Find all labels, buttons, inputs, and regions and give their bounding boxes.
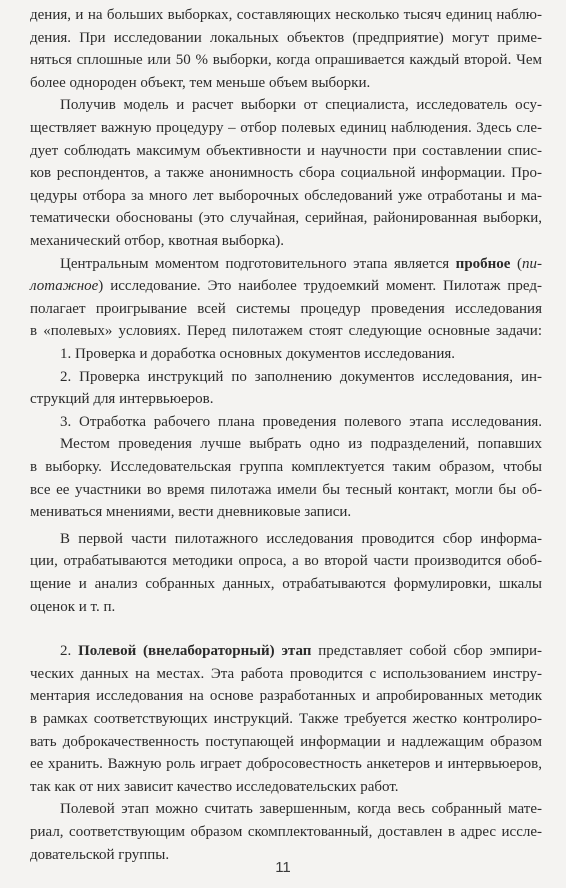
text-line: вать доброкачественность поступающей информации и надлежащим образом xyxy=(30,733,542,750)
text-line xyxy=(30,253,542,276)
text-line: в выборку. Исследовательская группа комплектуется таким образом, чтобы xyxy=(30,459,542,475)
text-line: ческих данных на местах. Эта работа проводится с использованием инстру- xyxy=(30,665,542,682)
text-line: цедуры отбора за много лет выборочных обследований уже отработаны и ма- xyxy=(30,187,542,204)
list-item: 2. Проверка инструкций по заполнению документов исследования, ин- xyxy=(60,368,542,385)
section-number: 2. xyxy=(60,643,79,660)
text-line: дения. При исследовании локальных объектов (предприятие) могут приме- xyxy=(30,29,542,46)
text-line: дения, и на больших выборках, составляющих несколько тысяч единиц наблю- xyxy=(30,7,542,23)
text-line: тематически обоснованы (это случайная, серийная, районированная выборки, xyxy=(30,210,542,227)
text-line: ков респондентов, а также анонимность сбора социальной информации. Про- xyxy=(30,165,542,182)
text-line: так как от них зависит качество исследовательских работ. xyxy=(30,778,399,795)
bold-term: пробное xyxy=(455,255,511,272)
section-heading-line xyxy=(30,640,542,663)
text-line: механический отбор, квотная выборка). xyxy=(30,233,284,249)
text-line: в «полевых» условиях. Перед пилотажем стоят следующие основные задачи: xyxy=(30,323,542,340)
list-item: 3. Отработка рабочего плана проведения полевого этапа исследования. xyxy=(60,413,542,430)
text-line: оценок и т. п. xyxy=(30,598,116,615)
list-item: 1. Проверка и доработка основных документов исследования. xyxy=(60,346,456,362)
page-number: 11 xyxy=(275,859,291,876)
italic-term: пи- xyxy=(522,255,543,272)
text-line: полагает проигрывание всей системы процедур проведения исследования xyxy=(30,300,542,317)
text-line: ществляет важную процедуру – отбор полевых единиц наблюдения. Здесь сле- xyxy=(30,120,542,136)
text-run: ( xyxy=(510,255,523,272)
text-run: ) исследование. Это наиболее трудоемкий момент. Пилотаж пред- xyxy=(98,278,542,295)
text-run: Центральным моментом подготовительного этапа является xyxy=(60,255,456,272)
text-line: Получив модель и расчет выборки от специалиста, исследователь осу- xyxy=(60,97,542,114)
text-line: в рамках соответствующих инструкций. Также требуется жестко контролиро- xyxy=(30,711,542,727)
text-line: Местом проведения лучше выбрать одно из подразделений, попавших xyxy=(60,436,542,453)
text-line: довательской группы. xyxy=(30,846,170,863)
text-line: ции, отрабатываются методики опроса, а во второй части производится обоб- xyxy=(30,553,542,570)
text-line: Полевой этап можно считать завершенным, когда весь собранный мате- xyxy=(60,801,542,818)
text-line: все ее участники во время пилотажа имели бы тесный контакт, могли бы об- xyxy=(30,481,542,498)
text-line: мениваться мнениями, вести дневниковые записи. xyxy=(30,504,352,521)
text-line: дует соблюдать максимум объективности и научности при составлении спис- xyxy=(30,142,542,159)
text-run: представляет собой сбор эмпири- xyxy=(311,643,542,660)
text-line xyxy=(30,275,542,298)
list-item-continuation: струкций для интервьюеров. xyxy=(30,391,214,408)
text-line: ее хранить. Важную роль играет добросовестность анкетеров и интервьюеров, xyxy=(30,756,542,773)
text-line: ментария исследования на основе разработанных и апробированных методик xyxy=(30,688,542,705)
text-line: няться сплошные или 50 % выборки, когда опрашивается каждый второй. Чем xyxy=(30,52,542,69)
text-line: щение и анализ собранных данных, отрабатываются формулировки, шкалы xyxy=(30,576,542,592)
text-line: более однороден объект, тем меньше объем выборки. xyxy=(30,74,371,91)
text-line: риал, соответствующим образом скомплектованный, доставлен в адрес иссле- xyxy=(30,824,542,840)
italic-term: лотажное xyxy=(30,278,99,295)
text-line: В первой части пилотажного исследования проводится сбор информа- xyxy=(60,530,542,547)
section-title: Полевой (внелабораторный) этап xyxy=(78,643,312,660)
